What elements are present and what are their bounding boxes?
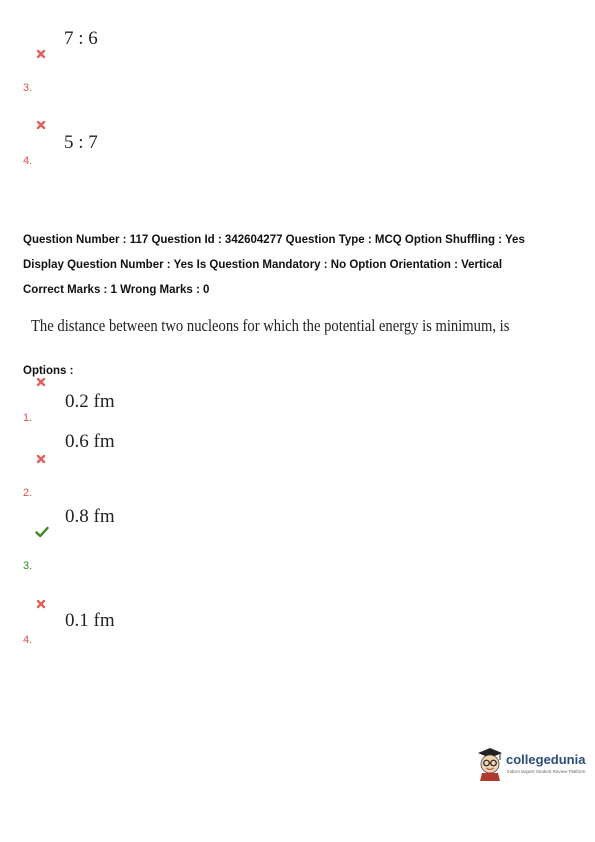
options-label: Options : (23, 365, 74, 377)
option-number: 1. (23, 412, 33, 424)
cross-icon (36, 49, 46, 59)
option-number: 4. (23, 634, 33, 646)
cross-icon (36, 599, 46, 609)
option-number: 2. (23, 487, 33, 499)
option-number: 4. (23, 155, 33, 167)
option-number: 3. (23, 82, 33, 94)
option-value: 0.8 fm (65, 506, 115, 527)
logo-tagline: India's largest Student Review Platform (507, 769, 586, 774)
cross-icon (36, 454, 46, 464)
option-number: 3. (23, 560, 33, 572)
collegedunia-logo (476, 746, 588, 782)
question-meta-line-2: Display Question Number : Yes Is Question Mandatory : No Option Orientation : Vertical (23, 259, 503, 271)
option-value: 0.2 fm (65, 391, 115, 412)
graduate-mascot-icon (476, 746, 504, 782)
option-value: 5 : 7 (64, 132, 98, 153)
option-value: 0.1 fm (65, 610, 115, 631)
cross-icon (36, 120, 46, 130)
question-meta-line-3: Correct Marks : 1 Wrong Marks : 0 (23, 284, 210, 296)
question-meta-line-1: Question Number : 117 Question Id : 342604277 Question Type : MCQ Option Shuffling : Yes (23, 234, 525, 246)
check-icon (35, 526, 49, 538)
cross-icon (36, 377, 46, 387)
question-text: The distance between two nucleons for which the potential energy is minimum, is (31, 316, 510, 335)
logo-wordmark: collegedunia (506, 752, 586, 767)
option-value: 7 : 6 (64, 28, 98, 49)
option-value: 0.6 fm (65, 431, 115, 452)
